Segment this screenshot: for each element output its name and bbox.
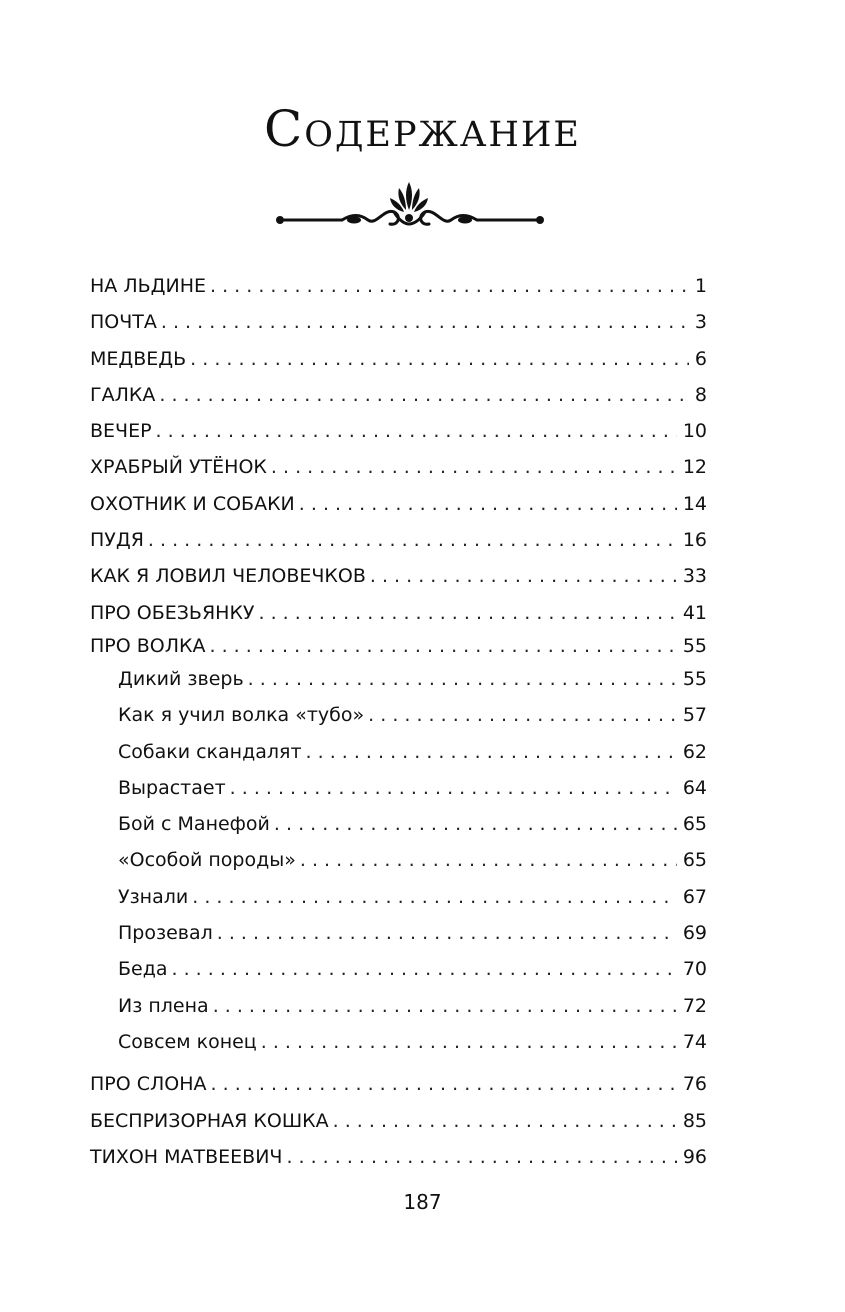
toc-entry-title: ПРО СЛОНА	[90, 1073, 207, 1096]
toc-entry	[90, 631, 707, 661]
ornament-divider-icon	[272, 178, 547, 238]
dot-leader	[370, 558, 677, 594]
dot-leader	[300, 842, 677, 878]
toc-entry-page: 72	[682, 994, 707, 1017]
dot-leader	[161, 304, 689, 340]
toc-entry	[90, 1103, 707, 1139]
toc-entry-title: Вырастает	[118, 776, 226, 799]
toc-subentry	[90, 661, 707, 697]
toc-entry-page: 70	[682, 958, 707, 981]
toc-entry	[90, 486, 707, 522]
dot-leader	[261, 1024, 677, 1060]
toc-entry-page: 55	[682, 667, 707, 690]
toc-entry-title: НА ЛЬДИНЕ	[90, 275, 206, 297]
toc-entry	[90, 304, 707, 340]
toc-entry-page: 85	[682, 1109, 707, 1132]
toc-subentry	[90, 770, 707, 806]
toc-entry-page: 33	[682, 565, 707, 588]
toc-subentry	[90, 951, 707, 987]
dot-leader	[333, 1103, 677, 1139]
toc-entry-title: ПРО ОБЕЗЬЯНКУ	[90, 601, 255, 624]
toc-entry-page: 65	[682, 849, 707, 872]
dot-leader	[248, 661, 677, 697]
toc-subentry	[90, 988, 707, 1024]
toc-entry-title: Узнали	[118, 885, 189, 908]
dot-leader	[172, 951, 677, 987]
toc-entry-page: 62	[682, 740, 707, 763]
toc-entry-page: 12	[682, 456, 707, 479]
dot-leader	[156, 413, 677, 449]
toc-subentry	[90, 806, 707, 842]
toc-subentry	[90, 734, 707, 770]
dot-leader	[286, 1139, 676, 1175]
toc-entry-page: 1	[694, 275, 707, 297]
dot-leader	[274, 806, 677, 842]
toc-entry-page: 8	[694, 383, 707, 406]
dot-leader	[211, 1066, 677, 1102]
toc-entry	[90, 413, 707, 449]
dot-leader	[192, 879, 677, 915]
toc-entry-title: Собаки скандалят	[118, 740, 302, 763]
toc-entry-page: 96	[682, 1145, 707, 1168]
toc-entry-page: 16	[682, 529, 707, 552]
toc-entry-page: 67	[682, 885, 707, 908]
toc-entry	[90, 449, 707, 485]
dot-leader	[213, 988, 677, 1024]
toc-entry	[90, 558, 707, 594]
toc-entry-title: ТИХОН МАТВЕЕВИЧ	[90, 1145, 283, 1168]
toc-entry-title: Беда	[118, 958, 168, 981]
toc-entry-title: ХРАБРЫЙ УТЁНОК	[90, 456, 267, 479]
toc-entry-page: 65	[682, 813, 707, 836]
table-of-contents	[90, 268, 707, 1175]
toc-entry-page: 3	[694, 311, 707, 334]
page-title: Содержание	[264, 100, 581, 158]
dot-leader	[148, 522, 677, 558]
toc-entry	[90, 595, 707, 631]
toc-entry-page: 76	[682, 1073, 707, 1096]
dot-leader	[190, 341, 689, 377]
toc-entry-title: ПРО ВОЛКА	[90, 634, 206, 657]
toc-entry-page: 41	[682, 601, 707, 624]
toc-entry-title: ОХОТНИК И СОБАКИ	[90, 492, 295, 515]
toc-entry-title: ВЕЧЕР	[90, 420, 152, 443]
toc-entry-title: Из плена	[118, 994, 209, 1017]
dot-leader	[306, 734, 677, 770]
toc-entry-title: КАК Я ЛОВИЛ ЧЕЛОВЕЧКОВ	[90, 565, 366, 588]
dot-leader	[299, 486, 677, 522]
toc-entry-title: ГАЛКА	[90, 383, 156, 406]
toc-subentry	[90, 915, 707, 951]
toc-entry-title: БЕСПРИЗОРНАЯ КОШКА	[90, 1109, 329, 1132]
toc-subentry	[90, 1024, 707, 1060]
toc-entry-title: Совсем конец	[118, 1030, 257, 1053]
toc-entry-title: Как я учил волка «тубо»	[118, 704, 365, 727]
toc-entry-page: 74	[682, 1030, 707, 1053]
dot-leader	[217, 915, 677, 951]
toc-entry-page: 10	[682, 420, 707, 443]
dot-leader	[230, 770, 677, 806]
toc-entry-title: Бой с Манефой	[118, 813, 270, 836]
toc-entry-page: 69	[682, 922, 707, 945]
toc-entry-title: ПОЧТА	[90, 311, 157, 334]
toc-entry	[90, 268, 707, 304]
toc-entry	[90, 1139, 707, 1175]
toc-entry-page: 55	[682, 634, 707, 657]
toc-subentry	[90, 842, 707, 878]
toc-subentry	[90, 697, 707, 733]
dot-leader	[368, 697, 677, 733]
toc-entry-page: 57	[682, 704, 707, 727]
dot-leader	[210, 631, 677, 661]
toc-subentry	[90, 879, 707, 915]
toc-entry-title: ПУДЯ	[90, 529, 144, 552]
toc-entry	[90, 341, 707, 377]
toc-entry-title: Дикий зверь	[118, 667, 244, 690]
toc-entry	[90, 522, 707, 558]
dot-leader	[159, 377, 689, 413]
toc-entry-page: 64	[682, 776, 707, 799]
toc-entry-page: 14	[682, 492, 707, 515]
toc-entry-page: 6	[694, 347, 707, 370]
dot-leader	[259, 595, 677, 631]
toc-entry	[90, 377, 707, 413]
toc-entry-title: МЕДВЕДЬ	[90, 347, 187, 370]
page-number: 187	[403, 1190, 442, 1214]
toc-entry-title: «Особой породы»	[118, 849, 296, 872]
toc-entry	[90, 1066, 707, 1102]
dot-leader	[271, 449, 677, 485]
toc-entry-title: Прозевал	[118, 922, 213, 945]
dot-leader	[210, 268, 689, 304]
